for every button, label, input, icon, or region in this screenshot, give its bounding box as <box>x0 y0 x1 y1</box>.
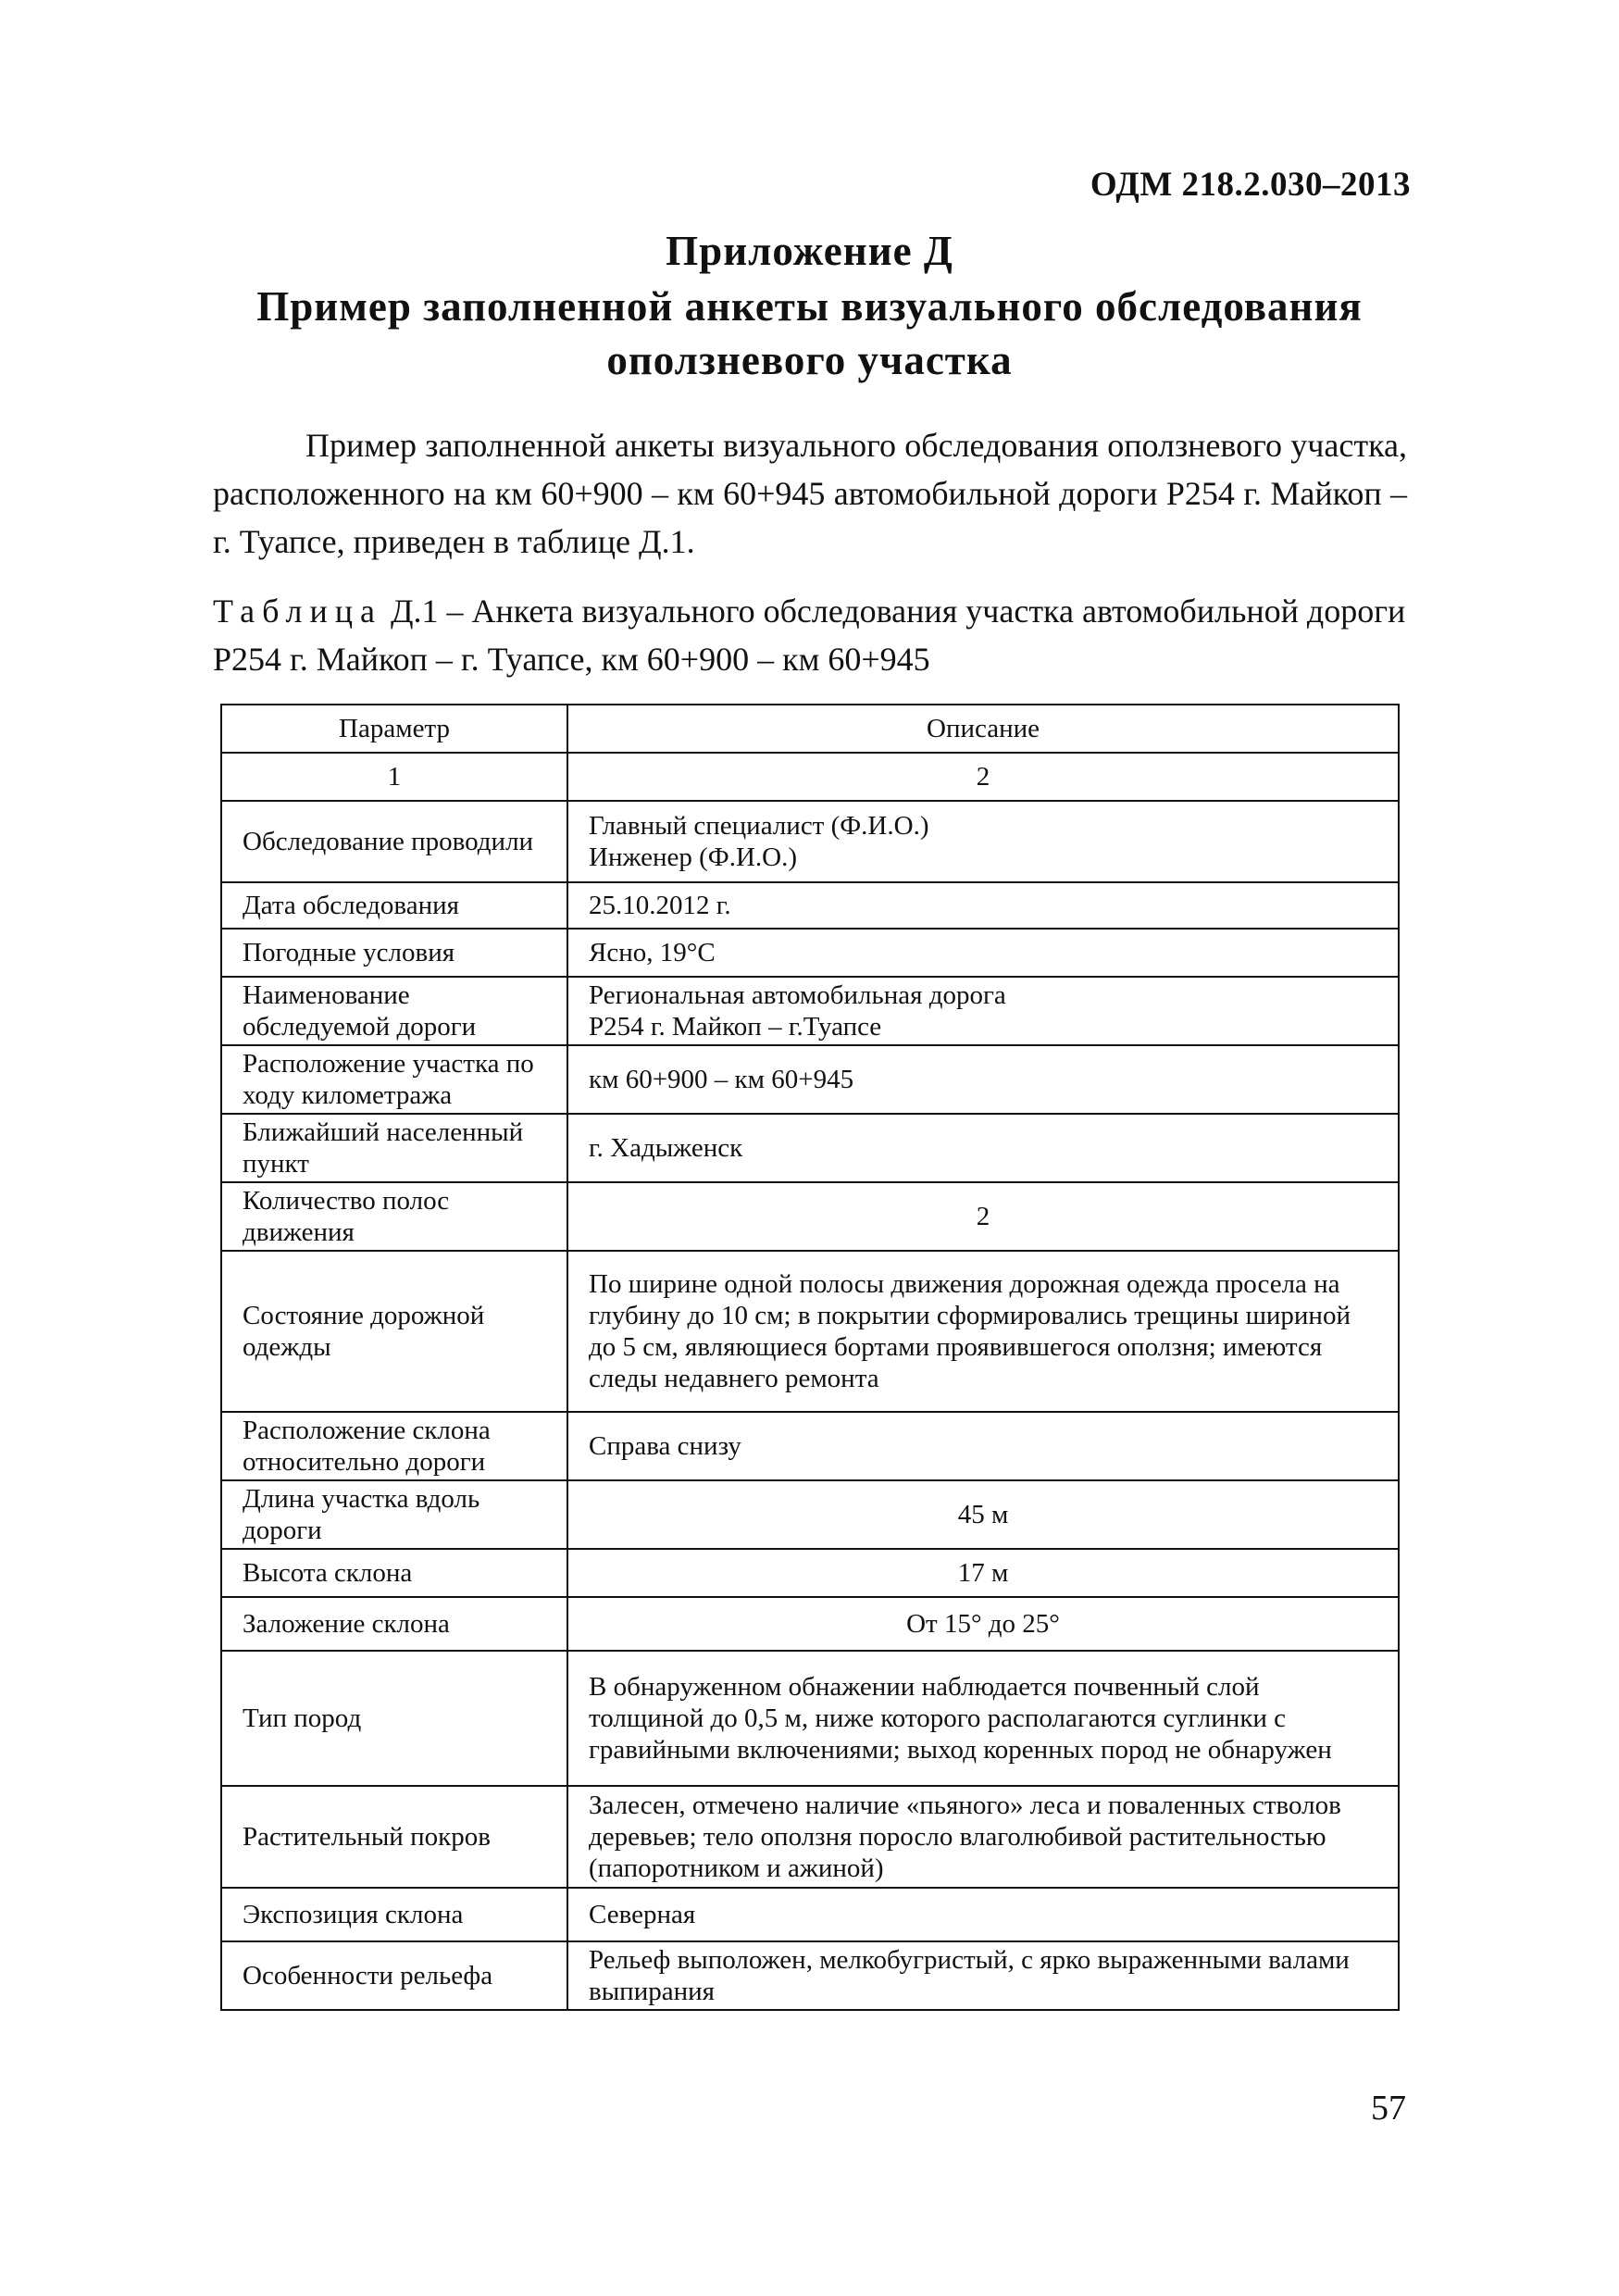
row-parameter: Расположение участка по ходу километража <box>221 1045 567 1114</box>
table-row <box>221 929 1399 977</box>
table-row <box>221 801 1399 882</box>
table-caption-text: Д.1 – Анкета визуального обследования участка автомобильной дороги Р254 г. Майкоп – г. Туапсе, км 60+900 – км 60+945 <box>213 593 1406 678</box>
row-parameter: Обследование проводили <box>221 801 567 882</box>
description-line: По ширине одной полосы движения дорожная одежда просела на глубину до 10 см; в покрытии сформировались трещины шириной до 5 см, являющиеся бортами проявившегося оползня; имеются следы недавнего ремонта <box>589 1269 1351 1393</box>
table-row <box>221 1888 1399 1941</box>
table-body <box>221 801 1399 2010</box>
survey-table-container <box>220 704 1398 2011</box>
description-line: 2 <box>976 1202 990 1231</box>
table-row <box>221 1651 1399 1786</box>
description-line: Рельеф выположен, мелкобугристый, с ярко выраженными валами выпирания <box>589 1945 1350 2006</box>
table-row <box>221 1412 1399 1480</box>
table-row <box>221 1549 1399 1597</box>
table-number-row <box>221 753 1399 801</box>
column-number-1: 1 <box>221 753 567 801</box>
row-description <box>567 1549 1399 1597</box>
row-description <box>567 1114 1399 1182</box>
row-description <box>567 1480 1399 1549</box>
description-line: км 60+900 – км 60+945 <box>589 1065 854 1094</box>
column-number-2: 2 <box>567 753 1399 801</box>
row-parameter: Погодные условия <box>221 929 567 977</box>
row-parameter: Состояние дорожной одежды <box>221 1251 567 1412</box>
table-row <box>221 882 1399 929</box>
row-description <box>567 1651 1399 1786</box>
table-row <box>221 1480 1399 1549</box>
table-caption <box>213 587 1407 683</box>
row-parameter: Экспозиция склона <box>221 1888 567 1941</box>
description-line: Ясно, 19°С <box>589 938 716 967</box>
intro-text: Пример заполненной анкеты визуального обследования оползневого участка, расположенного на км 60+900 – км 60+945 автомобильной дороги Р254 г. Майкоп – г. Туапсе, приведен в таблице Д.1. <box>213 427 1407 560</box>
document-code: ОДМ 218.2.030–2013 <box>1090 166 1411 204</box>
appendix-subtitle: Пример заполненной анкеты визуального обследования оползневого участка <box>256 283 1363 383</box>
table-row <box>221 1251 1399 1412</box>
row-parameter: Высота склона <box>221 1549 567 1597</box>
description-line: В обнаруженном обнажении наблюдается почвенный слой толщиной до 0,5 м, ниже которого располагаются суглинки с гравийными включениями; выход коренных пород не обнаружен <box>589 1672 1332 1765</box>
row-parameter: Заложение склона <box>221 1597 567 1651</box>
header-description: Описание <box>567 705 1399 753</box>
page-number: 57 <box>1371 2089 1406 2128</box>
row-parameter: Тип пород <box>221 1651 567 1786</box>
table-row <box>221 1786 1399 1888</box>
description-line: 25.10.2012 г. <box>589 891 731 920</box>
description-line: Залесен, отмечено наличие «пьяного» леса и поваленных стволов деревьев; тело оползня поросло влаголюбивой растительностью (папоротником и ажиной) <box>589 1791 1341 1883</box>
row-description <box>567 929 1399 977</box>
table-row <box>221 1045 1399 1114</box>
row-description <box>567 1045 1399 1114</box>
appendix-title: Приложение Д <box>666 228 953 274</box>
row-parameter: Дата обследования <box>221 882 567 929</box>
table-row <box>221 1182 1399 1251</box>
row-description <box>567 977 1399 1045</box>
description-line: Инженер (Ф.И.О.) <box>589 842 797 872</box>
row-description <box>567 1182 1399 1251</box>
description-line: 17 м <box>957 1558 1009 1588</box>
description-line: От 15° до 25° <box>906 1609 1060 1639</box>
description-line: Р254 г. Майкоп – г.Туапсе <box>589 1012 882 1042</box>
header-parameter: Параметр <box>221 705 567 753</box>
row-description <box>567 1888 1399 1941</box>
table-row <box>221 1597 1399 1651</box>
description-line: Справа снизу <box>589 1431 741 1461</box>
row-description <box>567 1941 1399 2010</box>
row-description <box>567 801 1399 882</box>
description-line: г. Хадыженск <box>589 1133 743 1163</box>
row-parameter: Длина участка вдоль дороги <box>221 1480 567 1549</box>
row-parameter: Расположение склона относительно дороги <box>221 1412 567 1480</box>
description-line: Региональная автомобильная дорога <box>589 980 1006 1010</box>
row-parameter: Особенности рельефа <box>221 1941 567 2010</box>
row-parameter: Растительный покров <box>221 1786 567 1888</box>
row-parameter: Наименование обследуемой дороги <box>221 977 567 1045</box>
table-row <box>221 1114 1399 1182</box>
survey-table <box>220 704 1400 2011</box>
description-line: Главный специалист (Ф.И.О.) <box>589 811 929 841</box>
table-caption-label: Таблица <box>213 593 382 630</box>
table-row <box>221 977 1399 1045</box>
description-line: Северная <box>589 1900 696 1929</box>
table-header-row <box>221 705 1399 753</box>
row-description <box>567 1597 1399 1651</box>
row-parameter: Ближайший населенный пункт <box>221 1114 567 1182</box>
row-description <box>567 882 1399 929</box>
row-description <box>567 1786 1399 1888</box>
table-row <box>221 1941 1399 2010</box>
intro-paragraph <box>213 421 1407 566</box>
description-line: 45 м <box>957 1500 1009 1529</box>
row-description <box>567 1251 1399 1412</box>
row-description <box>567 1412 1399 1480</box>
row-parameter: Количество полос движения <box>221 1182 567 1251</box>
